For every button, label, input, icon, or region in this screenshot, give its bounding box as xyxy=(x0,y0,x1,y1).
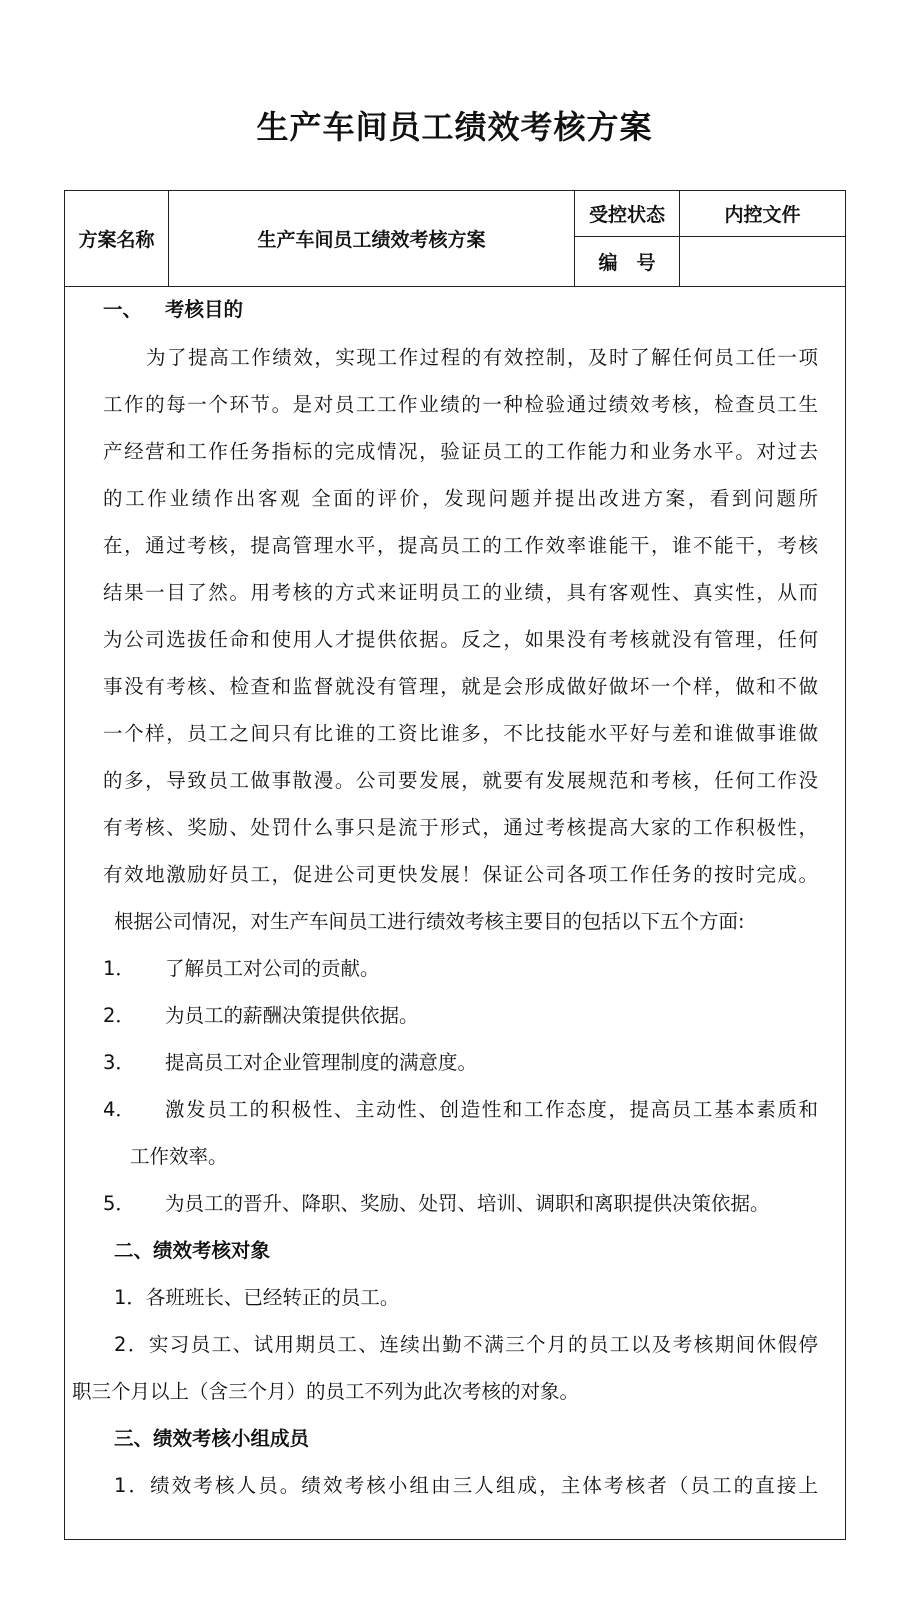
section-3-title: 三、绩效考核小组成员 xyxy=(114,1427,310,1450)
section-1-number: 一、 xyxy=(103,298,143,321)
paragraph-line: 结果一目了然。用考核的方式来证明员工的业绩，具有客观性、真实性，从而 xyxy=(103,581,818,604)
list-item-text: 提高员工对企业管理制度的满意度。 xyxy=(165,1051,478,1074)
list-item-number: 1． xyxy=(103,957,135,980)
list-item-continuation: 工作效率。 xyxy=(130,1145,228,1168)
document-title: 生产车间员工绩效考核方案 xyxy=(256,108,653,146)
paragraph-line: 有效地激励好员工，促进公司更快发展！保证公司各项工作任务的按时完成。 xyxy=(103,863,818,886)
section-1-title: 考核目的 xyxy=(165,298,244,321)
control-status-value: 内控文件 xyxy=(724,204,801,226)
plan-name-value: 生产车间员工绩效考核方案 xyxy=(257,229,486,251)
list-item-number: 2． xyxy=(103,1004,135,1027)
paragraph-line: 有考核、奖励、处罚什么事只是流于形式，通过考核提高大家的工作积极性， xyxy=(103,816,818,839)
list-item-text: 为员工的薪酬决策提供依据。 xyxy=(165,1004,419,1027)
plan-name-label: 方案名称 xyxy=(78,229,155,251)
paragraph-line: 为公司选拔任命和使用人才提供依据。反之，如果没有考核就没有管理，任何 xyxy=(103,628,818,651)
control-status-label: 受控状态 xyxy=(588,204,665,226)
section-2-item-2-continuation: 职三个月以上（含三个月）的员工不列为此次考核的对象。 xyxy=(72,1380,580,1403)
list-item-number: 3． xyxy=(103,1051,135,1074)
document-number-label: 编 号 xyxy=(598,252,656,274)
section-2-item-2: 2．实习员工、试用期员工、连续出勤不满三个月的员工以及考核期间休假停 xyxy=(114,1333,818,1356)
paragraph-line: 的多，导致员工做事散漫。公司要发展，就要有发展规范和考核，任何工作没 xyxy=(103,769,818,792)
paragraph-line: 事没有考核、检查和监督就没有管理，就是会形成做好做坏一个样，做和不做 xyxy=(103,675,818,698)
paragraph-line: 工作的每一个环节。是对员工工作业绩的一种检验通过绩效考核，检查员工生 xyxy=(103,393,818,416)
list-item-text: 激发员工的积极性、主动性、创造性和工作态度，提高员工基本素质和 xyxy=(165,1098,818,1121)
section-2-item-1: 1．各班班长、已经转正的员工。 xyxy=(114,1286,400,1309)
list-item-number: 5． xyxy=(103,1192,135,1215)
section-3-item-1: 1．绩效考核人员。绩效考核小组由三人组成，主体考核者（员工的直接上 xyxy=(114,1474,818,1497)
intro-line: 根据公司情况，对生产车间员工进行绩效考核主要目的包括以下五个方面: xyxy=(114,910,745,933)
section-2-title: 二、绩效考核对象 xyxy=(114,1239,271,1262)
paragraph-line: 一个样，员工之间只有比谁的工资比谁多，不比技能水平好与差和谁做事谁做 xyxy=(103,722,818,745)
document-number-value xyxy=(680,237,845,286)
paragraph-line: 的工作业绩作出客观 全面的评价，发现问题并提出改进方案，看到问题所 xyxy=(103,487,818,510)
list-item-text: 为员工的晋升、降职、奖励、处罚、培训、调职和离职提供决策依据。 xyxy=(165,1192,770,1215)
paragraph-line: 为了提高工作绩效，实现工作过程的有效控制，及时了解任何员工任一项 xyxy=(146,346,818,369)
paragraph-line: 产经营和工作任务指标的完成情况，验证员工的工作能力和业务水平。对过去 xyxy=(103,440,818,463)
paragraph-line: 在，通过考核，提高管理水平，提高员工的工作效率谁能干，谁不能干，考核 xyxy=(103,534,818,557)
list-item-text: 了解员工对公司的贡献。 xyxy=(165,957,380,980)
header-table xyxy=(64,190,846,287)
list-item-number: 4． xyxy=(103,1098,135,1121)
